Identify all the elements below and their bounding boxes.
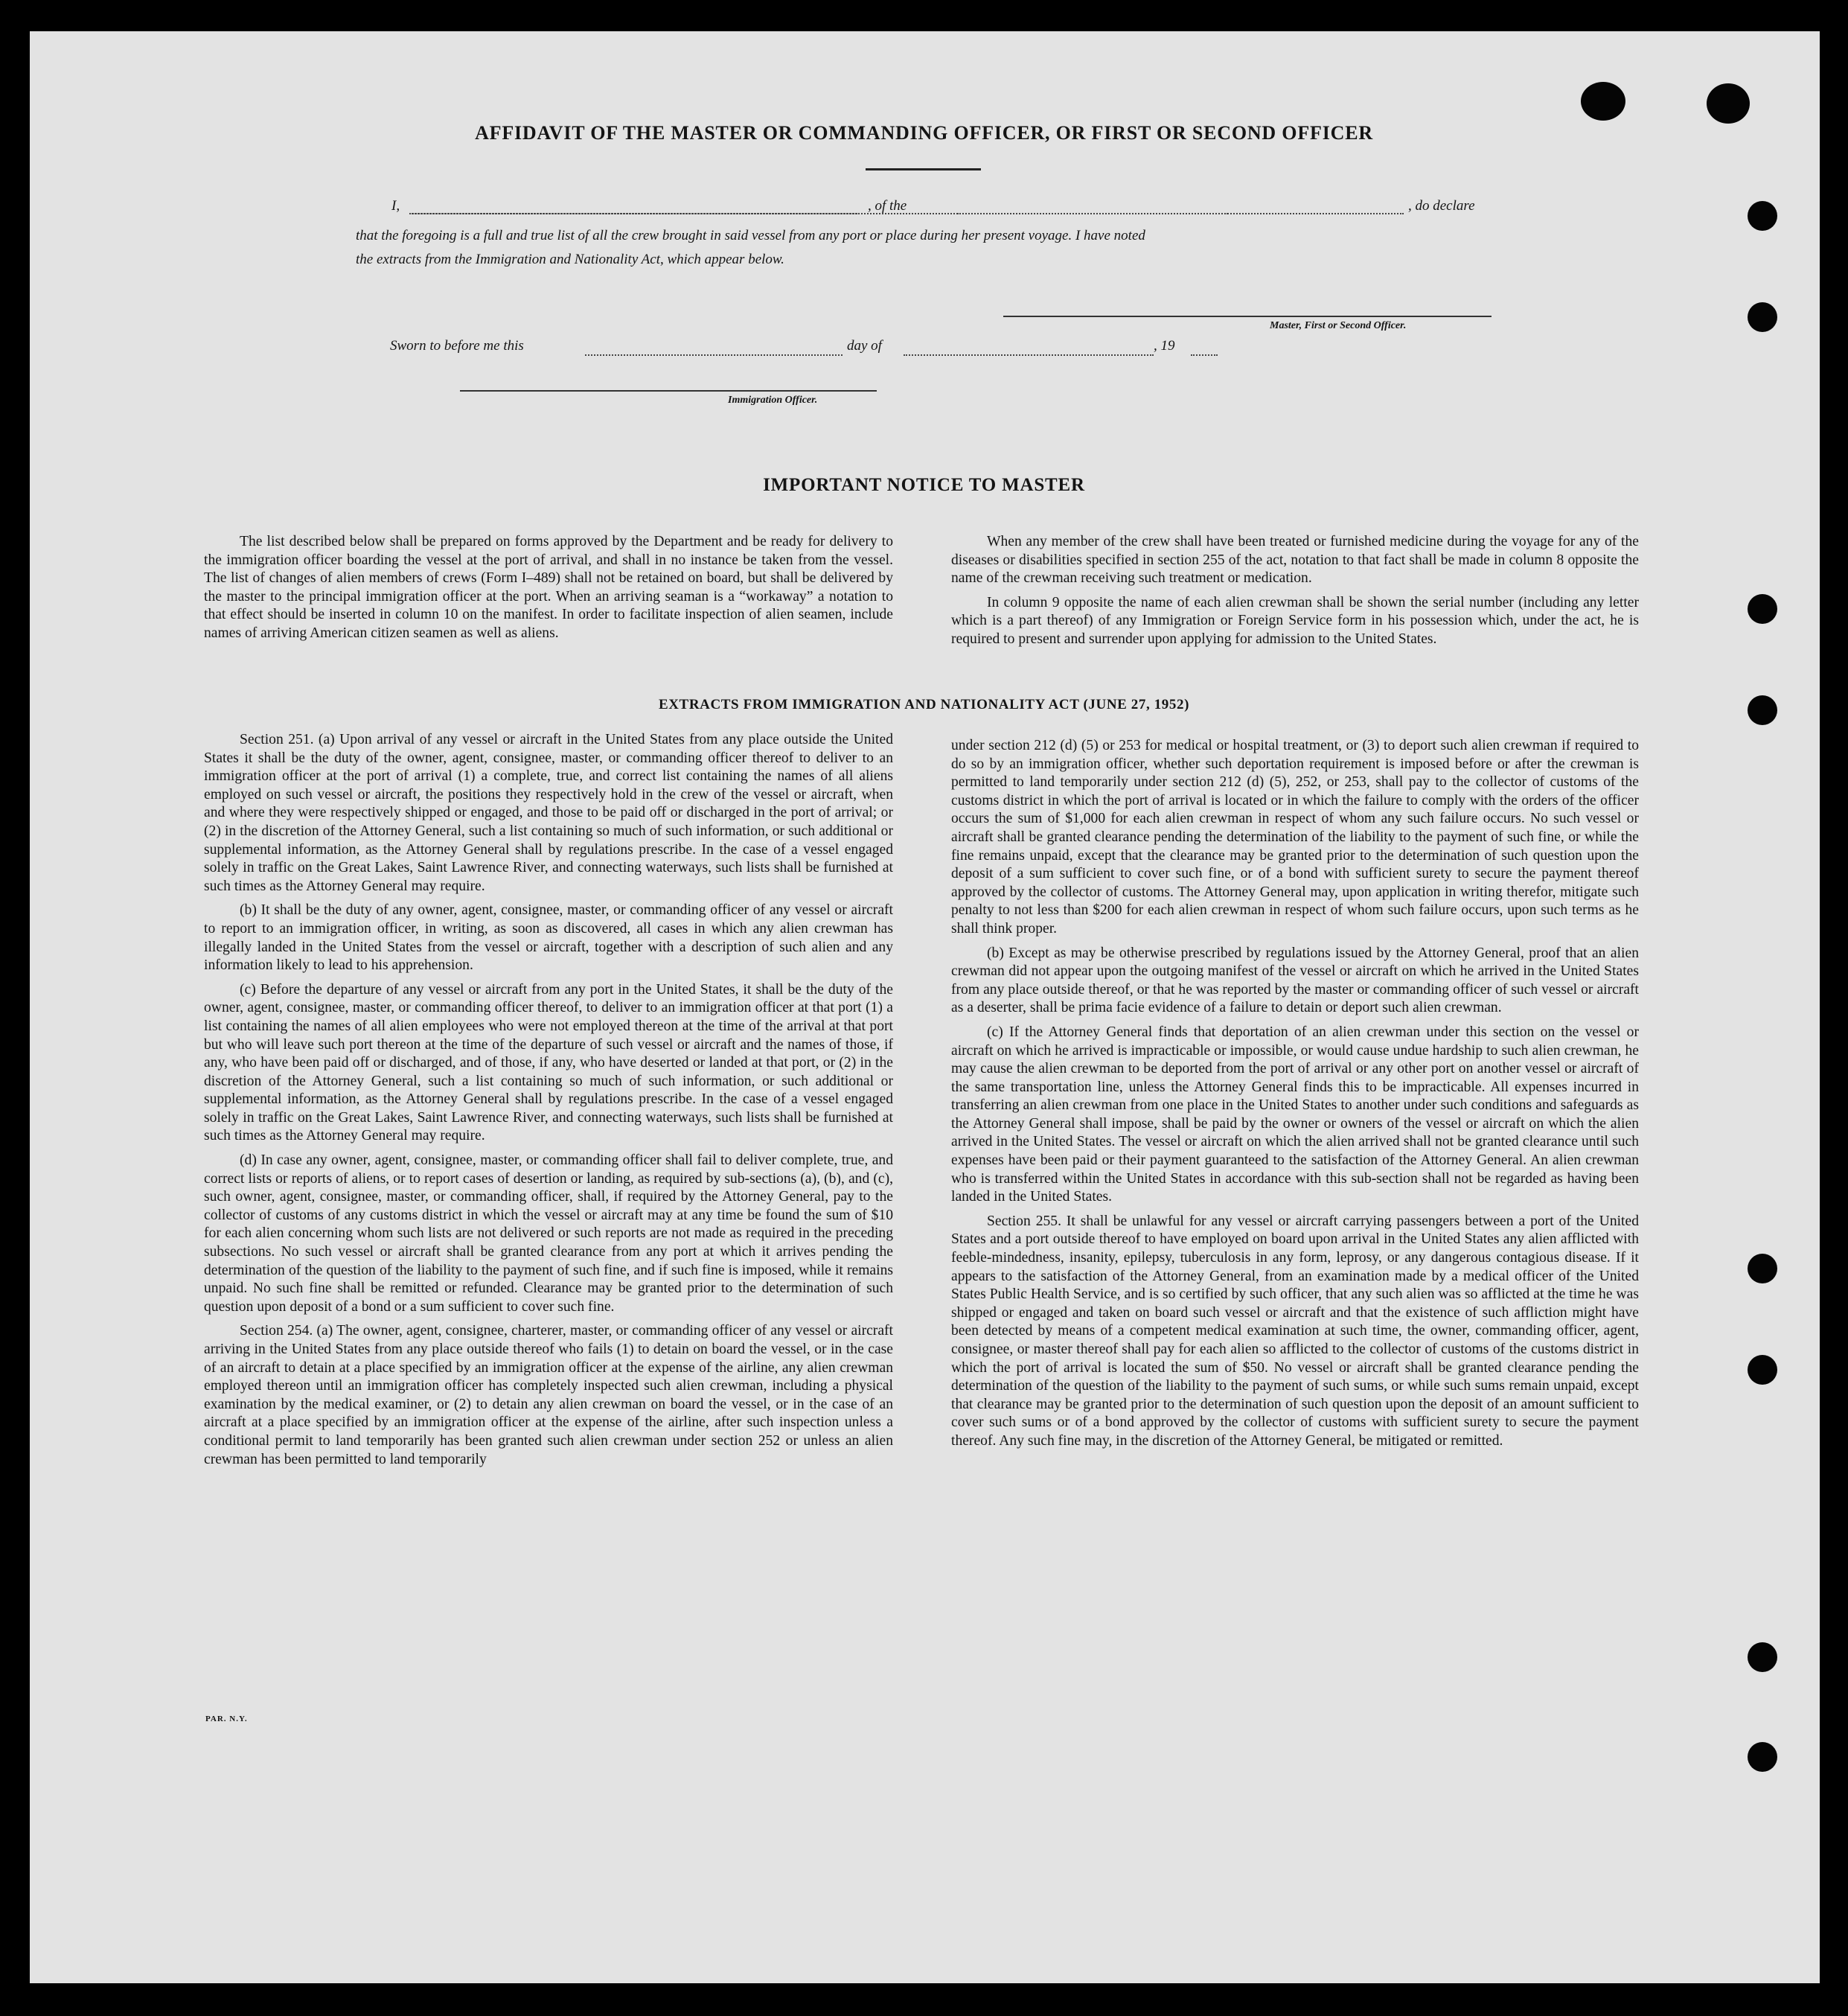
binder-hole [1748, 201, 1777, 231]
officer-signature-line[interactable] [460, 390, 877, 392]
declarant-name-field[interactable] [409, 213, 857, 214]
title-divider [866, 168, 981, 170]
extracts-left-column [204, 731, 893, 1475]
extract-paragraph: (c) If the Attorney General finds that deportation of an alien crewman under this section on the vessel or aircraft on which he arrived is impracticable or impossible, or would cause undue hardship to such alien crewman, he may cause the alien crewman to be deported from the port of arrival or any other port on another vessel or aircraft of the same transportation line, unless the Attorney General finds this to be impracticable. All expenses incurred in transferring an alien crewman from one place in the United States to another under such conditions and safeguards as the Attorney General shall impose, shall be paid by the owner or owners of the vessel or aircraft on which the alien arrived in the United States. The vessel or aircraft on which the alien arrived shall not be granted clearance until such expenses have been paid or their payment guaranteed to the satisfaction of the Attorney General. An alien crewman who is transferred within the United States in accordance with this sub-section shall not be regarded as having been landed in the United States. [951, 1024, 1639, 1205]
extract-paragraph: (b) Except as may be otherwise prescribed by regulations issued by the Attorney General, proof that an alien crewman did not appear upon the outgoing manifest of the vessel or aircraft on which he arrived in the United States from any place outside thereof, or that he was reported by the master or commanding officer of such vessel or aircraft as a deserter, shall be prima facie evidence of a failure to detain or deport such alien crewman. [951, 945, 1639, 1016]
sworn-month-field[interactable] [904, 354, 1154, 356]
notice-paragraph: In column 9 opposite the name of each alien crewman shall be shown the serial number (including any letter which is a part thereof) of any Immigration or Foreign Service form in his possession which, under the act, he is required to present and surrender upon applying for admission to the United States. [951, 594, 1639, 647]
notice-paragraph: When any member of the crew shall have been treated or furnished medicine during the voyage for any of the diseases or disabilities specified in section 255 of the act, notation to that fact shall be made in column 8 opposite the name of the crewman receiving such treatment or medication. [951, 534, 1639, 587]
declaration-line-3: the extracts from the Immigration and Nationality Act, which appear below. [356, 252, 784, 267]
extract-paragraph: (c) Before the departure of any vessel or aircraft from any port in the United States, it shall be the duty of the owner, agent, consignee, master, or commanding officer thereof, to deliver to an immigration officer at that port (1) a list containing the names of all alien employees who were not employed thereon at the time of the arrival at that port but who will leave such port thereon at the time of the departure of such vessel or aircraft and the names of those, if any, who have been paid off or discharged, and of those, if any, who have deserted or landed at that port, or (2) in the discretion of the Attorney General, such a list containing so much of such information, or such additional or supplemental information, as the Attorney General shall by regulations prescribe. In the case of a vessel engaged solely in traffic on the Great Lakes, Saint Lawrence River, and connecting waterways, such lists shall be furnished at such times as the Attorney General may require. [204, 981, 893, 1144]
extracts-title: EXTRACTS FROM IMMIGRATION AND NATIONALITY ACT (JUNE 27, 1952) [658, 697, 1190, 712]
binder-hole [1581, 82, 1625, 121]
notice-title: IMPORTANT NOTICE TO MASTER [763, 475, 1085, 495]
binder-hole [1748, 302, 1777, 332]
binder-hole [1748, 1254, 1777, 1283]
declaration-of-the-label: , of the [868, 198, 907, 214]
notice-paragraph: The list described below shall be prepared on forms approved by the Department and be ready for delivery to the immigration officer boarding the vessel at the port of arrival, and shall in no instance be taken from the vessel. The list of changes of alien members of crews (Form I–489) shall not be retained on board, but shall be delivered by the master to the principal immigration officer at the port. When an arriving seaman is a “workaway” a notation to that effect should be inserted in column 10 on the manifest. In order to facilitate inspection of alien seamen, include names of arriving American citizen seamen as well as aliens. [204, 534, 893, 641]
declaration-line [356, 198, 1493, 219]
extract-paragraph: Section 251. (a) Upon arrival of any vessel or aircraft in the United States from any place outside the United States it shall be the duty of the owner, agent, consignee, master, or commanding officer thereof to deliver to an immigration officer at the port of arrival (1) a complete, true, and correct list containing the names of all aliens employed on such vessel or aircraft, the positions they respectively hold in the crew of the vessel or aircraft, when and where they were respectively shipped or engaged, and those to be paid off or discharged in the port of arrival; or (2) in the discretion of the Attorney General, such a list containing so much of such information, or such additional or supplemental information, as the Attorney General shall by regulations prescribe. In the case of a vessel engaged solely in traffic on the Great Lakes, Saint Lawrence River, and connecting waterways, such lists shall be furnished at such times as the Attorney General may require. [204, 732, 893, 894]
declaration-i-label: I, [391, 198, 400, 214]
sworn-year-label: , 19 [1154, 338, 1175, 354]
sworn-prefix: Sworn to before me this [390, 338, 524, 354]
extracts-right-column [951, 737, 1639, 1457]
extract-paragraph: (b) It shall be the duty of any owner, agent, consignee, master, or commanding officer of any vessel or aircraft to report to an immigration officer, in writing, as soon as discovered, all cases in which any alien crewman has illegally landed in the United States from the vessel or aircraft, together with a description of such alien and any information likely to lead to his apprehension. [204, 902, 893, 974]
extract-paragraph: (d) In case any owner, agent, consignee, master, or commanding officer shall fail to deliver complete, true, and correct lists or reports of aliens, or to report cases of desertion or landing, as required by sub-sections (a), (b), and (c), such owner, agent, consignee, master, or commanding officer, shall, if required by the Attorney General, pay to the collector of customs of any customs district in which the vessel or aircraft may at any time be found the sum of $10 for each alien concerning whom such lists are not delivered or such reports are not made as required in the preceding subsections. No such vessel or aircraft shall be granted clearance from any port at which it arrives pending the determination of the question of the liability to the payment of such fine, and if such fine is imposed, while it remains unpaid. No such fine shall be remitted or refunded. Clearance may be granted prior to the determination of such question upon deposit of a bond or a sum sufficient to cover such fine. [204, 1152, 893, 1315]
affidavit-title: AFFIDAVIT OF THE MASTER OR COMMANDING OFFICER, OR FIRST OR SECOND OFFICER [475, 122, 1373, 144]
officer-signature-label: Immigration Officer. [728, 395, 818, 406]
extract-paragraph: Section 254. (a) The owner, agent, consignee, charterer, master, or commanding officer of any vessel or aircraft arriving in the United States from any place outside thereof who fails (1) to detain on board the vessel, or in the case of an aircraft to detain at a place specified by an immigration officer at the expense of the airline, any alien crewman employed thereon until an immigration officer has completely inspected such alien crewman, including a physical examination by the medical examiner, or (2) to detain any alien crewman on board the vessel, or in the case of an aircraft at a place specified by an immigration officer at the expense of the airline, after such inspection unless a conditional permit to land temporarily has been granted such alien crewman under section 252 or unless an alien crewman has been permitted to land temporarily [204, 1323, 893, 1467]
printer-mark: PAR. N.Y. [205, 1714, 248, 1723]
binder-hole [1748, 1355, 1777, 1385]
binder-hole [1748, 1642, 1777, 1672]
notice-left-column [204, 533, 893, 649]
extract-paragraph: Section 255. It shall be unlawful for any vessel or aircraft carrying passengers between a port of the United States and a port outside thereof to have employed on board upon arrival in the United States any alien afflicted with feeble-mindedness, insanity, epilepsy, tuberculosis in any form, leprosy, or any dangerous contagious disease. If it appears to the satisfaction of the Attorney General, from an examination made by a medical officer of the United States Public Health Service, and is so certified by such officer, that any such alien was so afflicted at the time he was shipped or engaged and taken on board such vessel or aircraft and that the existence of such affliction might have been detected by means of a competent medical examination at such time, the owner, commanding officer, agent, consignee, or master thereof shall pay for each alien so afflicted to the collector of customs of the customs district in which the port of arrival is located the sum of $50. No vessel or aircraft shall be granted clearance pending the determination of the question of the liability to the payment of such sums, or while such sums remain unpaid, except that clearance may be granted prior to the determination of such question upon the deposit of an amount sufficient to cover such sums or of a bond approved by the collector of customs with sufficient surety to secure the payment thereof. Any such fine may, in the discretion of the Attorney General, be mitigated or remitted. [951, 1213, 1639, 1449]
binder-hole [1707, 83, 1750, 124]
declaration-line-2: that the foregoing is a full and true list of all the crew brought in said vessel from any port or place during her present voyage. I have noted [356, 228, 1145, 243]
notice-right-column [951, 533, 1639, 655]
extract-paragraph: under section 212 (d) (5) or 253 for medical or hospital treatment, or (3) to deport such alien crewman if required to do so by an immigration officer, whether such deportation requirement is imposed before or after the crewman is permitted to land temporarily under section 212 (d) (5), 252, or 253, shall pay to the collector of customs of the customs district in which the port of arrival is located or in which the failure to comply with the orders of the officer occurs the sum of $1,000 for each alien crewman in respect of whom any such failure occurs. No such vessel or aircraft shall be granted clearance pending the determination of the liability to the payment of such fine, or while the fine remains unpaid, except that the clearance may be granted prior to the determination of such question upon the deposit of a sum sufficient to cover such fine, or of a bond with sufficient surety to secure the payment thereof approved by the collector of customs. The Attorney General may, upon application in writing therefor, mitigate such penalty to not less than $200 for each alien crewman in respect of whom such failure occurs, upon such terms as he shall think proper. [951, 738, 1639, 937]
vessel-name-field[interactable] [957, 213, 1404, 214]
master-signature-label: Master, First or Second Officer. [1270, 320, 1407, 331]
sworn-day-of-label: day of [847, 338, 882, 354]
sworn-day-field[interactable] [585, 354, 843, 356]
declaration-do-declare-label: , do declare [1408, 198, 1475, 214]
binder-hole [1748, 594, 1777, 624]
binder-hole [1748, 1742, 1777, 1772]
sworn-year-field[interactable] [1191, 354, 1218, 356]
master-signature-line[interactable] [1003, 316, 1491, 317]
